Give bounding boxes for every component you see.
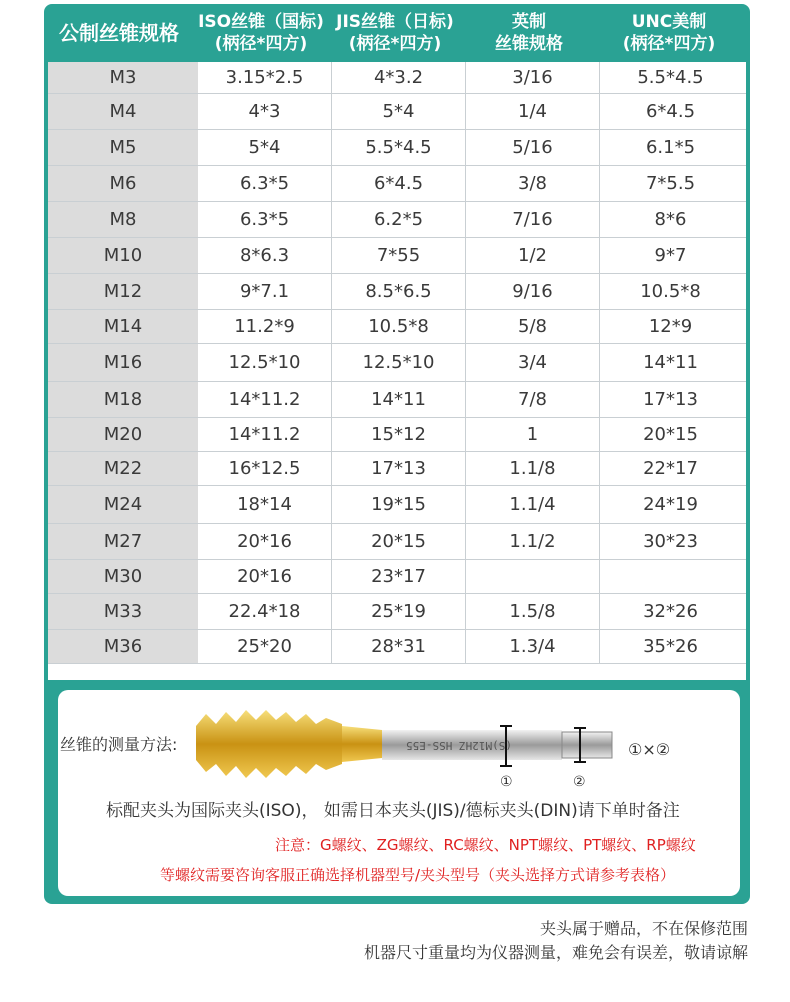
table-cell: 10.5*8 <box>332 310 466 343</box>
table-cell: 6*4.5 <box>332 166 466 201</box>
table-cell: M10 <box>48 238 198 273</box>
header-text: UNC美制 <box>631 12 707 32</box>
tap-marking: (S)M12HZ HSS-E55 <box>406 739 512 752</box>
table-cell: 32*26 <box>643 601 698 622</box>
header-col-2 <box>328 4 462 62</box>
table-cell: 1 <box>466 418 600 451</box>
header-text: (柄径*四方) <box>214 34 308 54</box>
table-row <box>48 62 746 94</box>
table-cell: 9/16 <box>466 274 600 309</box>
table-cell: 1.1/2 <box>466 524 600 559</box>
tap-flute <box>196 710 342 778</box>
table-cell: M5 <box>48 130 198 165</box>
table-cell: 16*12.5 <box>198 452 332 485</box>
table-row <box>48 94 746 130</box>
table-cell: 12*9 <box>648 316 693 337</box>
header-text: (柄径*四方) <box>348 34 442 54</box>
table-cell: 7*55 <box>332 238 466 273</box>
table-row <box>48 452 746 486</box>
table-cell: 17*13 <box>643 389 698 410</box>
table-cell: M24 <box>48 486 198 523</box>
table-cell: 25*19 <box>332 594 466 629</box>
table-cell: M33 <box>48 594 198 629</box>
table-cell: 20*15 <box>332 524 466 559</box>
table-cell: M16 <box>48 344 198 381</box>
table-cell: 6.2*5 <box>332 202 466 237</box>
table-row <box>48 630 746 664</box>
thread-warning-cont: 等螺纹需要咨询客服正确选择机器型号/夹头型号（夹头选择方式请参考表格） <box>160 866 676 884</box>
table-cell: 24*19 <box>643 494 698 515</box>
table-cell: 20*15 <box>643 424 698 445</box>
table-cell: 4*3 <box>198 94 332 129</box>
thread-warning: 注意：G螺纹、ZG螺纹、RC螺纹、NPT螺纹、PT螺纹、RP螺纹 <box>275 836 696 854</box>
table-cell: 25*20 <box>198 630 332 663</box>
table-cell: M27 <box>48 524 198 559</box>
tap-square <box>562 732 612 758</box>
table-cell: 11.2*9 <box>198 310 332 343</box>
table-cell: 6.3*5 <box>198 202 332 237</box>
table-cell: 5/8 <box>466 310 600 343</box>
table-cell: 3/16 <box>466 62 600 93</box>
table-cell: 6.3*5 <box>198 166 332 201</box>
table-cell: 8.5*6.5 <box>332 274 466 309</box>
table-row <box>48 344 746 382</box>
header-text: 丝锥规格 <box>495 34 563 54</box>
table-cell: 18*14 <box>198 486 332 523</box>
table-cell: M30 <box>48 560 198 593</box>
table-row <box>48 594 746 630</box>
table-row <box>48 524 746 560</box>
table-cell: 4*3.2 <box>332 62 466 93</box>
table-cell: 7/8 <box>466 382 600 417</box>
table-cell: 5/16 <box>466 130 600 165</box>
table-row <box>48 130 746 166</box>
table-row <box>48 202 746 238</box>
table-cell: 14*11 <box>332 382 466 417</box>
table-cell: 3/8 <box>466 166 600 201</box>
table-cell: 30*23 <box>643 531 698 552</box>
table-cell: M36 <box>48 630 198 663</box>
header-text: ISO丝锥（国标) <box>198 12 324 32</box>
table-cell: 7/16 <box>466 202 600 237</box>
table-cell <box>600 560 741 593</box>
measurement-label: 丝锥的测量方法: <box>60 735 178 754</box>
table-cell <box>466 560 600 593</box>
mark-2: ② <box>573 774 586 790</box>
table-cell: 5.5*4.5 <box>332 130 466 165</box>
table-cell: 15*12 <box>332 418 466 451</box>
table-cell: 1/4 <box>466 94 600 129</box>
header-col-0 <box>44 4 194 62</box>
table-cell: M4 <box>48 94 198 129</box>
table-cell: 5*4 <box>332 94 466 129</box>
table-cell: 22*17 <box>643 458 698 479</box>
table-cell: 8*6 <box>654 209 687 230</box>
table-header <box>44 4 750 62</box>
table-row <box>48 310 746 344</box>
table-row <box>48 166 746 202</box>
table-cell: 19*15 <box>332 486 466 523</box>
table-cell: 14*11.2 <box>198 418 332 451</box>
table-cell: 9*7.1 <box>198 274 332 309</box>
table-cell: 7*5.5 <box>645 173 696 194</box>
header-text: 英制 <box>512 12 546 32</box>
table-cell: 35*26 <box>643 636 698 657</box>
table-row <box>48 486 746 524</box>
table-cell: M22 <box>48 452 198 485</box>
tap-illustration <box>192 704 622 790</box>
header-col-1 <box>194 4 328 62</box>
table-cell: 20*16 <box>198 524 332 559</box>
spec-table <box>48 62 746 680</box>
table-cell: 22.4*18 <box>198 594 332 629</box>
table-cell: 6*4.5 <box>645 101 696 122</box>
header-col-4 <box>596 4 742 62</box>
table-cell: 23*17 <box>332 560 466 593</box>
table-cell: 3.15*2.5 <box>198 62 332 93</box>
table-row <box>48 238 746 274</box>
table-row <box>48 418 746 452</box>
table-cell: 8*6.3 <box>198 238 332 273</box>
chuck-note: 标配夹头为国际夹头(ISO)， 如需日本夹头(JIS)/德标夹头(DIN)请下单时备注 <box>106 801 680 821</box>
table-cell: M6 <box>48 166 198 201</box>
header-text: JIS丝锥（日标) <box>336 12 454 32</box>
table-cell: 12.5*10 <box>198 344 332 381</box>
table-cell: M3 <box>48 62 198 93</box>
header-text: 公制丝锥规格 <box>59 21 179 45</box>
table-cell: 5.5*4.5 <box>637 67 704 88</box>
table-cell: 28*31 <box>332 630 466 663</box>
measurement-disclaimer: 机器尺寸重量均为仪器测量，难免会有误差，敬请谅解 <box>363 943 748 962</box>
table-cell: 1.3/4 <box>466 630 600 663</box>
warranty-note: 夹头属于赠品，不在保修范围 <box>539 919 748 938</box>
table-cell: 1.5/8 <box>466 594 600 629</box>
table-cell: M12 <box>48 274 198 309</box>
table-row <box>48 382 746 418</box>
header-col-3 <box>462 4 596 62</box>
table-cell: 9*7 <box>654 245 687 266</box>
table-cell: M8 <box>48 202 198 237</box>
table-cell: M20 <box>48 418 198 451</box>
table-cell: M18 <box>48 382 198 417</box>
table-row <box>48 274 746 310</box>
mark-1: ① <box>500 774 513 790</box>
table-cell: 3/4 <box>466 344 600 381</box>
measurement-legend: ①×② <box>628 740 671 759</box>
table-cell: 10.5*8 <box>640 281 701 302</box>
table-cell: 14*11 <box>643 352 698 373</box>
table-cell: 1.1/4 <box>466 486 600 523</box>
table-cell: 20*16 <box>198 560 332 593</box>
table-cell: 14*11.2 <box>198 382 332 417</box>
table-cell: 12.5*10 <box>332 344 466 381</box>
table-cell: 5*4 <box>198 130 332 165</box>
table-cell: 1/2 <box>466 238 600 273</box>
table-cell: 17*13 <box>332 452 466 485</box>
table-row <box>48 560 746 594</box>
header-text: (柄径*四方) <box>622 34 716 54</box>
table-cell: 1.1/8 <box>466 452 600 485</box>
table-cell: M14 <box>48 310 198 343</box>
table-cell: 6.1*5 <box>645 137 696 158</box>
